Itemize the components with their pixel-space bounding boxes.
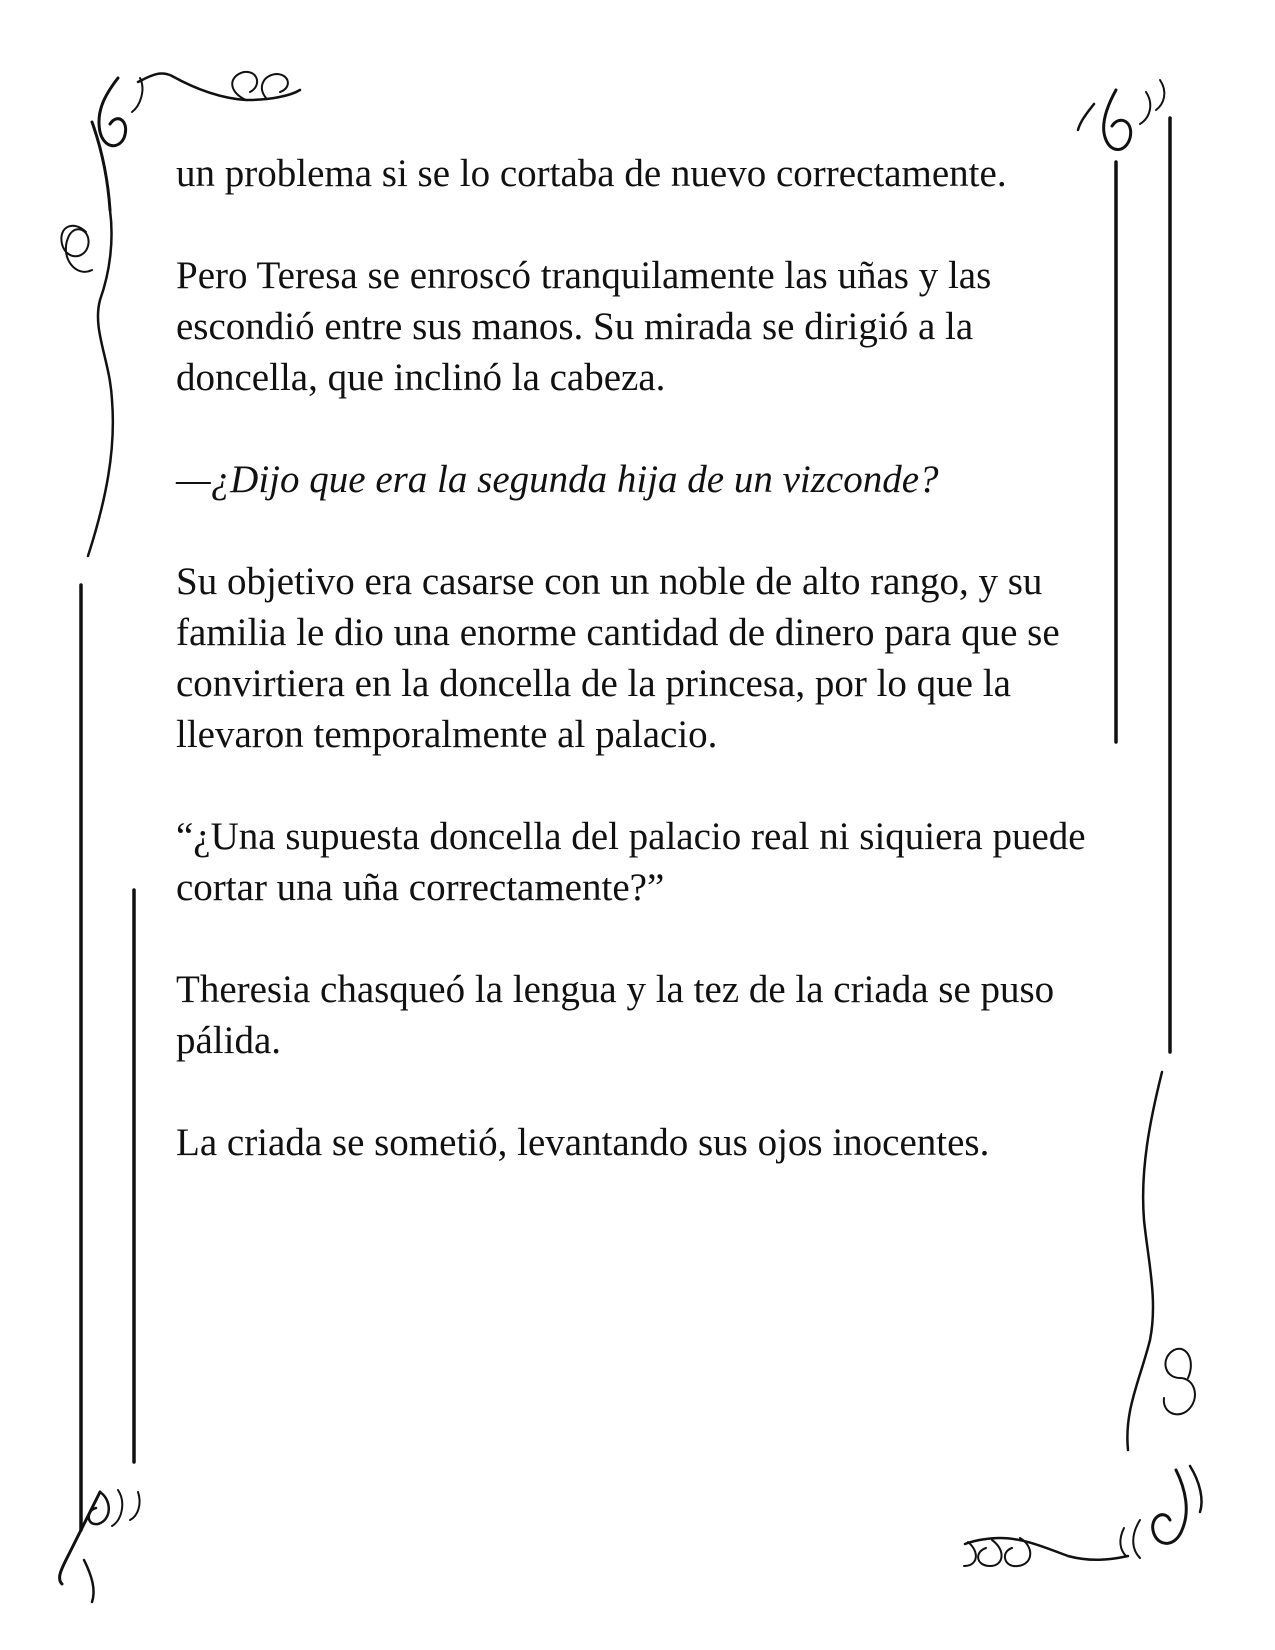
paragraph-1: un problema si se lo cortaba de nuevo correctamente. — [176, 152, 1007, 195]
paragraph-4: Su objetivo era casarse con un noble de alto rango, y su familia le dio una enorme cantidad de dinero para que se convirtiera en la doncella de la princesa, por lo que la llevaron temporalmente al palacio. — [176, 560, 1060, 756]
paragraph-6: Theresia chasqueó la lengua y la tez de la criada se puso pálida. — [176, 968, 1055, 1062]
top-right-flourish-ornament — [1078, 80, 1164, 150]
paragraph-3-italic-dialogue: —¿Dijo que era la segunda hija de un vizconde? — [176, 458, 939, 501]
paragraph-7: La criada se sometió, levantando sus ojos inocentes. — [176, 1121, 990, 1164]
bottom-left-flourish-ornament — [60, 1490, 140, 1602]
body-text — [176, 148, 1111, 1219]
paragraph-5-quote: “¿Una supuesta doncella del palacio real ni siquiera puede cortar una uña correctamente?” — [176, 815, 1086, 909]
paragraph-2: Pero Teresa se enroscó tranquilamente las uñas y las escondió entre sus manos. Su mirada se dirigió a la doncella, que inclinó la cabeza. — [176, 254, 992, 399]
